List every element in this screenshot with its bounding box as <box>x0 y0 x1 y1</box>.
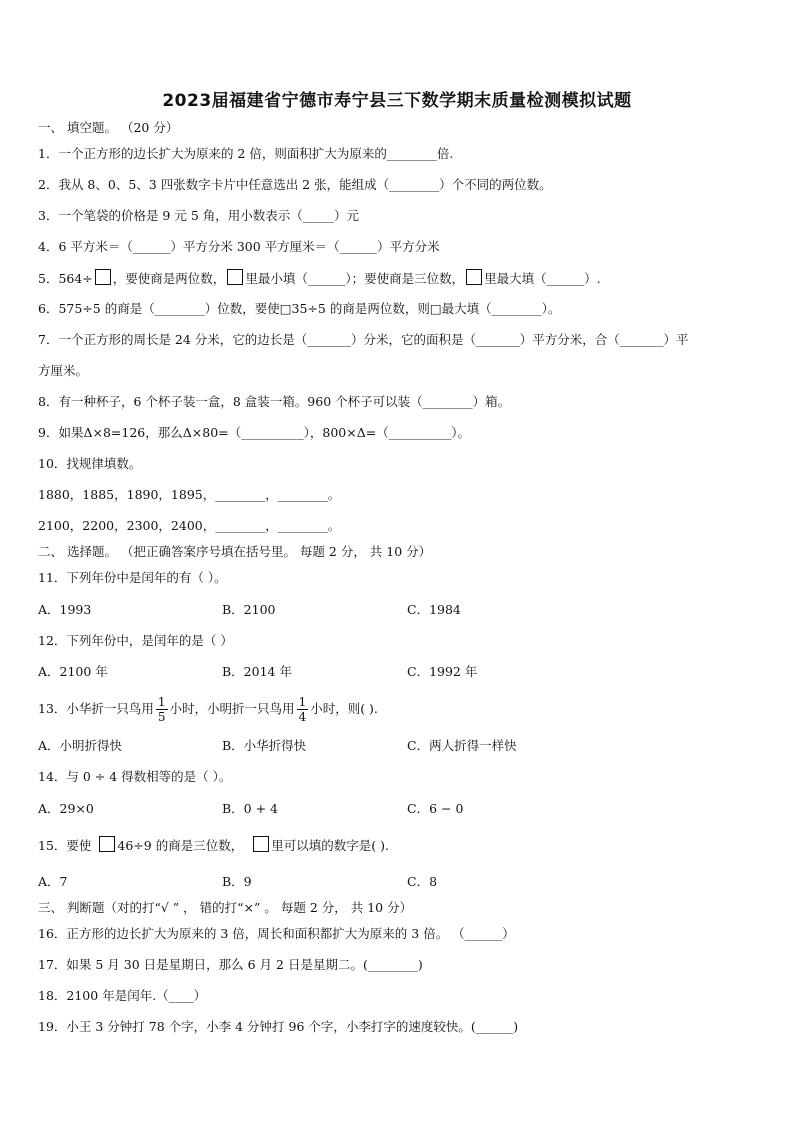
question-10-sequence-a: 1880，1885，1890，1895，________，________。 <box>38 487 341 502</box>
question-11-option-b: B．2100 <box>222 602 276 617</box>
question-3: 3．一个笔袋的价格是 9 元 5 角，用小数表示（_____）元 <box>38 208 360 223</box>
question-12: 12．下列年份中，是闰年的是（ ） <box>38 633 233 648</box>
question-16: 16．正方形的边长扩大为原来的 3 倍，周长和面积都扩大为原来的 3 倍。 （______） <box>38 926 515 941</box>
question-15-option-a: A．7 <box>38 874 68 889</box>
question-8: 8．有一种杯子，6 个杯子装一盒，8 盒装一箱。960 个杯子可以装（________）箱。 <box>38 394 511 409</box>
section-choice-heading: 二、 选择题。 （把正确答案序号填在括号里。 每题 2 分， 共 10 分） <box>38 544 432 559</box>
question-13-part-c: 小时，则( ). <box>310 701 378 716</box>
question-5-part-b: ，要使商是两位数， <box>112 271 226 286</box>
question-5 <box>38 269 764 288</box>
question-11-option-c: C．1984 <box>407 602 461 617</box>
question-14-option-b: B．0 + 4 <box>222 801 279 816</box>
blank-box <box>466 269 482 285</box>
question-14-option-a: A．29×0 <box>38 801 94 816</box>
section-true-false-heading: 三、 判断题（对的打“√ ” ， 错的打“×” 。 每题 2 分， 共 10 分） <box>38 900 413 915</box>
question-14-option-c: C．6 − 0 <box>407 801 464 816</box>
question-4: 4．6 平方米＝（______）平方分米 300 平方厘米＝（______）平方分米 <box>38 239 440 254</box>
fraction-one-quarter <box>297 695 309 724</box>
question-13-part-a: 13．小华折一只鸟用 <box>38 701 154 716</box>
question-15-part-c: 里可以填的数字是( ). <box>271 838 389 853</box>
question-13 <box>38 692 764 726</box>
question-19: 19．小王 3 分钟打 78 个字，小李 4 分钟打 96 个字，小李打字的速度较快。(______) <box>38 1019 519 1034</box>
fraction-numerator: 1 <box>298 695 307 709</box>
question-15-option-b: B．9 <box>222 874 252 889</box>
question-13-option-b: B．小华折得快 <box>222 738 307 753</box>
question-13-option-a: A．小明折得快 <box>38 738 123 753</box>
question-11-option-a: A．1993 <box>38 602 92 617</box>
fraction-denominator: 5 <box>157 710 166 724</box>
question-15-part-a: 15．要使 <box>38 838 92 853</box>
fraction-one-fifth <box>156 695 168 724</box>
question-15-part-b: 46÷9 的商是三位数， <box>117 838 244 853</box>
question-12-option-c: C．1992 年 <box>407 664 478 679</box>
question-2: 2．我从 8、0、5、3 四张数字卡片中任意选出 2 张，能组成（________）个不同的两位数。 <box>38 177 552 192</box>
question-10-sequence-b: 2100，2200，2300，2400，________，________。 <box>38 518 341 533</box>
blank-box <box>227 269 243 285</box>
question-15-option-c: C．8 <box>407 874 438 889</box>
blank-box <box>253 836 269 852</box>
question-5-part-d: 里最大填（______）. <box>484 271 601 286</box>
blank-box <box>95 269 111 285</box>
question-12-option-a: A．2100 年 <box>38 664 108 679</box>
question-6: 6．575÷5 的商是（________）位数，要使□35÷5 的商是两位数，则□最大填（________）。 <box>38 301 561 316</box>
question-18: 18．2100 年是闰年.（____） <box>38 988 207 1003</box>
page-title: 2023届福建省宁德市寿宁县三下数学期末质量检测模拟试题 <box>162 91 632 111</box>
question-9: 9．如果Δ×8=126，那么Δ×80=（__________），800×Δ=（__________）。 <box>38 425 470 440</box>
question-1: 1．一个正方形的边长扩大为原来的 2 倍，则面积扩大为原来的________倍. <box>38 146 454 161</box>
question-11: 11．下列年份中是闰年的有（ ）。 <box>38 570 227 585</box>
question-13-part-b: 小时，小明折一只鸟用 <box>169 701 295 716</box>
question-10: 10．找规律填数。 <box>38 456 142 471</box>
question-12-option-b: B．2014 年 <box>222 664 292 679</box>
blank-box <box>99 836 115 852</box>
question-14: 14．与 0 ÷ 4 得数相等的是（ ）。 <box>38 769 232 784</box>
question-5-part-a: 5．564÷ <box>38 271 93 286</box>
question-7-line-2: 方厘米。 <box>38 363 89 378</box>
question-17: 17．如果 5 月 30 日是星期日，那么 6 月 2 日是星期二。(________) <box>38 957 423 972</box>
question-5-part-c: 里最小填（______）；要使商是三位数， <box>245 271 465 286</box>
section-fill-blank-heading: 一、 填空题。 （20 分） <box>38 120 179 135</box>
fraction-denominator: 4 <box>298 710 307 724</box>
fraction-numerator: 1 <box>157 695 166 709</box>
question-15 <box>38 836 764 855</box>
question-7-line-1: 7．一个正方形的周长是 24 分米，它的边长是（_______）分米，它的面积是（_______）平方分米，合（_______）平 <box>38 332 689 347</box>
question-13-option-c: C．两人折得一样快 <box>407 738 517 753</box>
